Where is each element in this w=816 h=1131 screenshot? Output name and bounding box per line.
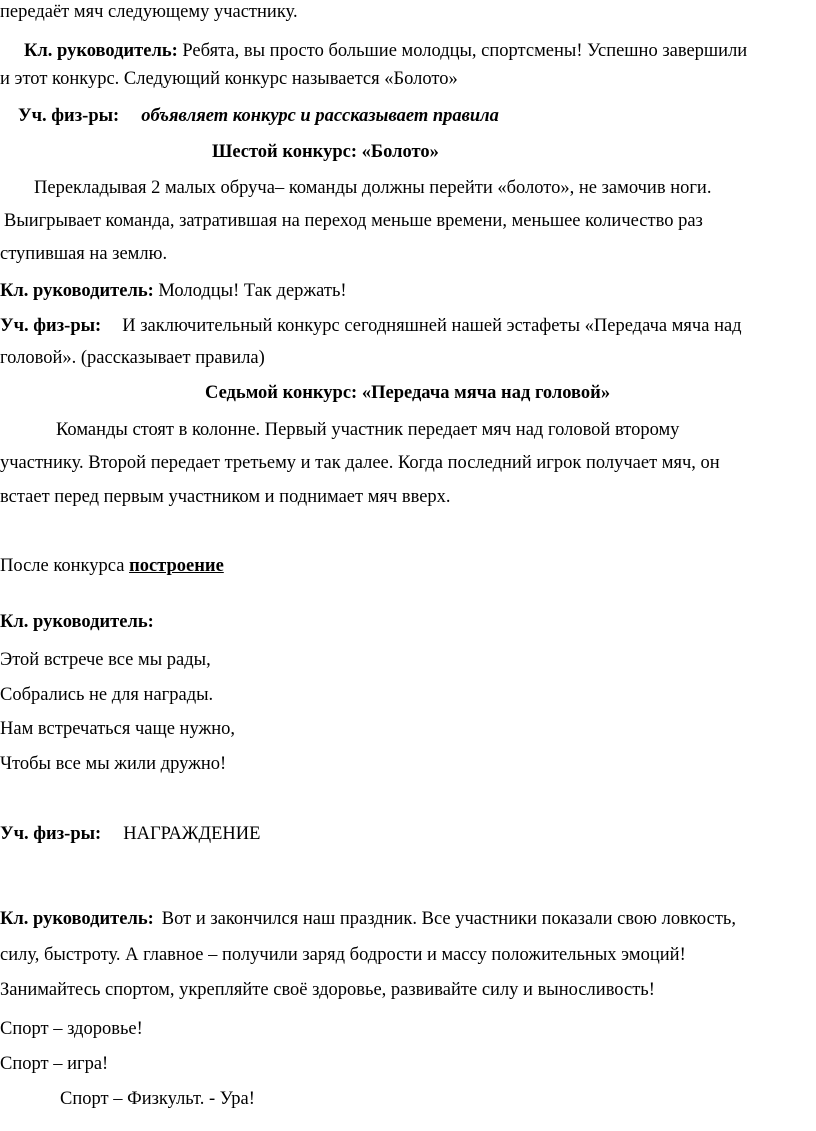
- line-text: И заключительный конкурс сегодняшней нашей эстафеты «Передача мяча над: [122, 316, 742, 336]
- dialogue-line: [0, 611, 816, 633]
- slogan-line: [0, 1088, 816, 1110]
- poem-line: [0, 649, 816, 671]
- line-text: Спорт – Физкульт. - Ура!: [60, 1089, 255, 1109]
- text-line: [0, 243, 816, 265]
- text-line: [0, 177, 816, 199]
- dialogue-line: [0, 280, 816, 302]
- text-line: [0, 347, 816, 369]
- text-line: [0, 419, 816, 441]
- text-line: [0, 1, 816, 23]
- line-text: и этот конкурс. Следующий конкурс называется «Болото»: [0, 69, 458, 89]
- line-text: НАГРАЖДЕНИЕ: [123, 824, 261, 844]
- line-text: встает перед первым участником и поднимает мяч вверх.: [0, 487, 451, 507]
- dialogue-line: [0, 823, 816, 845]
- stage-direction: объявляет конкурс и рассказывает правила: [141, 106, 499, 126]
- line-text: Чтобы все мы жили дружно!: [0, 754, 227, 774]
- speaker-label: Уч. физ-ры:: [18, 106, 120, 126]
- dialogue-line: [0, 40, 816, 62]
- dialogue-line: [0, 315, 816, 337]
- text-line: [0, 979, 816, 1001]
- section-heading: [0, 141, 816, 163]
- line-text: силу, быстроту. А главное – получили заряд бодрости и массу положительных эмоций!: [0, 945, 686, 965]
- line-text: ступившая на землю.: [0, 244, 168, 264]
- speaker-label: Уч. физ-ры:: [0, 316, 102, 336]
- speaker-label: Кл. руководитель:: [0, 281, 154, 301]
- speaker-label: Кл. руководитель:: [0, 909, 154, 929]
- speaker-label: Уч. физ-ры:: [0, 824, 102, 844]
- line-text: Собрались не для награды.: [0, 685, 214, 705]
- text-line: [0, 944, 816, 966]
- line-text: После конкурса: [0, 556, 130, 576]
- slogan-line: [0, 1053, 816, 1075]
- line-text: Ребята, вы просто большие молодцы, спортсмены! Успешно завершили: [177, 41, 748, 61]
- dialogue-line: [0, 105, 816, 127]
- speaker-label: Кл. руководитель:: [0, 612, 154, 632]
- line-text: Спорт – здоровье!: [0, 1019, 143, 1039]
- poem-line: [0, 718, 816, 740]
- heading-text: Шестой конкурс: «Болото»: [212, 142, 439, 162]
- line-text: Команды стоят в колонне. Первый участник передает мяч над головой второму: [56, 420, 680, 440]
- line-text: Нам встречаться чаще нужно,: [0, 719, 236, 739]
- slogan-line: [0, 1018, 816, 1040]
- line-text: Перекладывая 2 малых обруча– команды должны перейти «болото», не замочив ноги.: [34, 178, 712, 198]
- text-line: [0, 68, 816, 90]
- line-text: Этой встрече все мы рады,: [0, 650, 211, 670]
- dialogue-line: [0, 908, 816, 930]
- section-heading: [0, 382, 816, 404]
- line-text: Вот и закончился наш праздник. Все участники показали свою ловкость,: [161, 909, 736, 929]
- line-text: Занимайтесь спортом, укрепляйте своё здоровье, развивайте силу и выносливость!: [0, 980, 655, 1000]
- line-text: Выигрывает команда, затратившая на переход меньше времени, меньшее количество раз: [4, 211, 703, 231]
- line-text: Молодцы! Так держать!: [153, 281, 347, 301]
- line-text: участнику. Второй передает третьему и так далее. Когда последний игрок получает мяч, он: [0, 453, 720, 473]
- poem-line: [0, 684, 816, 706]
- poem-line: [0, 753, 816, 775]
- text-line: [0, 210, 816, 232]
- line-text: передаёт мяч следующему участнику.: [0, 2, 298, 22]
- text-line: [0, 452, 816, 474]
- speaker-label: Кл. руководитель:: [24, 41, 178, 61]
- emphasized-word: построение: [129, 556, 224, 576]
- line-text: Спорт – игра!: [0, 1054, 109, 1074]
- line-text: головой». (рассказывает правила): [0, 348, 265, 368]
- text-line: [0, 486, 816, 508]
- text-line: [0, 555, 816, 577]
- heading-text: Седьмой конкурс: «Передача мяча над головой»: [205, 383, 611, 403]
